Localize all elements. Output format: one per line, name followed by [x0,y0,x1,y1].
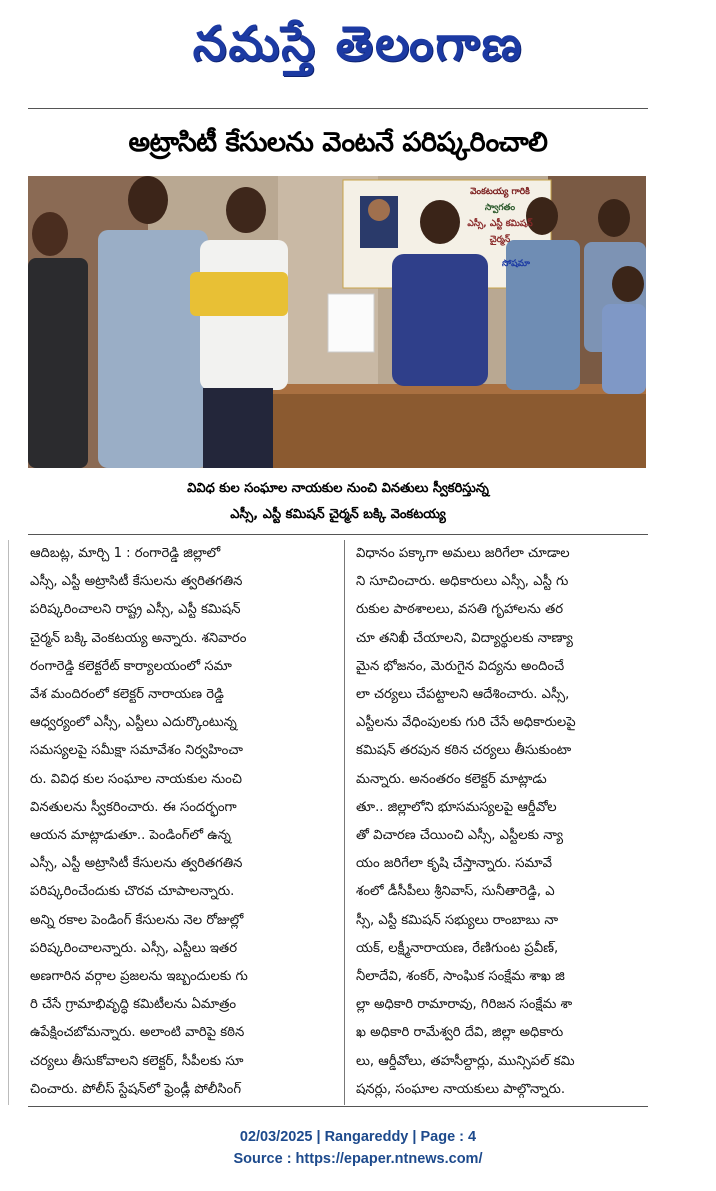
body-line: తో విచారణ చేయించి ఎస్సీ, ఎస్టీలకు న్యా [356,828,564,844]
body-line: సమస్యలపై సమీక్షా సమావేశం నిర్వహించా [30,743,243,759]
bottom-divider [28,1106,648,1107]
article-headline: అట్రాసిటీ కేసులను వెంటనే పరిష్కరించాలి [128,127,548,158]
photo-caption [28,476,648,532]
banner-line-4: చైర్మన్ [489,235,511,245]
body-line: ఎస్టీలను వేధింపులకు గురి చేసే అధికారులపై [356,715,576,731]
caption-divider [28,534,648,535]
body-line: చర్యలు తీసుకోవాలని కలెక్టర్, సీపీలకు సూ [30,1053,244,1069]
body-line: ఎస్సీ, ఎస్టీ అట్రాసిటీ కేసులను త్వరితగతిన [30,856,243,872]
body-line: విధానం పక్కాగా అమలు జరిగేలా చూడాల [356,546,570,561]
body-line: కమిషన్ తరపున కఠిన చర్యలు తీసుకుంటా [356,743,572,759]
body-line: రుకుల పాఠశాలలు, వసతి గృహాలను తర [356,602,564,618]
newspaper-masthead [0,8,716,90]
body-line: చైర్మన్ బక్కి వెంకటయ్య అన్నారు. శనివారం [30,630,247,646]
article-column-left [30,540,334,1105]
body-line: శంలో డీసీపీలు శ్రీనివాస్, సునీతారెడ్డి, ఎ [356,884,555,900]
banner-line-3: ఎస్సీ, ఎస్టీ కమిషన్ [467,219,533,229]
body-line: ఆదిబట్ల, మార్చి 1 : రంగారెడ్డి జిల్లాలో [30,546,221,561]
article-photo [28,176,646,468]
body-line: స్సీ, ఎస్టీ కమిషన్ సభ్యులు రాంబాబు నా [356,912,559,928]
page-edge-line [8,540,9,1105]
body-line: రు. వివిధ కుల సంఘాల నాయకుల నుంచి [30,771,242,787]
body-line: ఆయన మాట్లాడుతూ.. పెండింగ్‌లో ఉన్న [30,828,231,844]
body-line: ఉపేక్షించబోమన్నారు. అలాంటి వారిపై కఠిన [30,1025,245,1041]
body-line: పరిష్కరించాలని రాష్ట్ర ఎస్సీ, ఎస్టీ కమిషన్ [30,602,241,618]
body-line: ఎస్సీ, ఎస్టీ అట్రాసిటీ కేసులను త్వరితగతిన [30,574,243,590]
body-line: షనర్లు, సంఘాల నాయకులు పాల్గొన్నారు. [356,1081,566,1097]
body-line: లా చర్యలు చేపట్టాలని ఆదేశించారు. ఎస్సీ, [356,687,570,703]
body-line: యం జరిగేలా కృషి చేస్తాన్నారు. సమావే [356,856,553,872]
footer-source-link[interactable]: Source : https://epaper.ntnews.com/ [233,1151,483,1167]
body-line: తూ.. జిల్లాలోని భూసమస్యలపై ఆర్డీవోల [356,799,557,815]
body-line: ల్లా అధికారి రామారావు, గిరిజన సంక్షేమ శా [356,997,573,1013]
page-footer [0,1126,716,1170]
caption-line-2: ఎస్సీ, ఎస్టీ కమిషన్ చైర్మన్ బక్కి వెంకటయ్య [230,507,446,522]
caption-line-1: వివిధ కుల సంఘాల నాయకుల నుంచి వినతులు స్వీకరిస్తున్న [187,481,489,496]
body-line: చూ తనిఖీ చేయాలని, విద్యార్థులకు నాణ్యా [356,630,573,646]
footer-date-edition: 02/03/2025 | Rangareddy | Page : 4 [239,1129,477,1145]
top-divider [28,108,648,109]
body-line: వినతులను స్వీకరించారు. ఈ సందర్భంగా [30,799,237,815]
body-line: మన్నారు. అనంతరం కలెక్టర్ మాట్లాడు [356,771,547,787]
masthead-title: నమస్తే తెలంగాణ [192,16,524,72]
body-line: పరిష్కరించాలన్నారు. ఎస్సీ, ఎస్టీలు ఇతర [30,940,238,956]
body-line: అణగారిన వర్గాల ప్రజలను ఇబ్బందులకు గు [30,969,248,985]
banner-line-2: స్వాగతం [484,203,516,213]
body-line: ఖ అధికారి రామేశ్వరి దేవి, జిల్లా అధికారు [356,1025,564,1041]
article-column-right [356,540,648,1105]
body-line: పరిష్కరించేందుకు చొరవ చూపాలన్నారు. [30,884,235,900]
body-line: అన్ని రకాల పెండింగ్ కేసులను నెల రోజుల్లో [30,912,244,928]
body-line: నీలాదేవి, శంకర్, సాంఘిక సంక్షేమ శాఖ జి [356,969,565,985]
column-divider [344,540,345,1105]
banner-line-1: వెంకటయ్య గారికి [470,187,530,197]
body-line: ని సూచించారు. అధికారులు ఎస్సీ, ఎస్టీ గు [356,574,569,590]
body-line: ఆధ్వర్యంలో ఎస్సీ, ఎస్టీలు ఎదుర్కొంటున్న [30,715,237,731]
body-line: వేశ మందిరంలో కలెక్టర్ నారాయణ రెడ్డి [30,687,224,703]
body-line: లు, ఆర్డీవోలు, తహసీల్దార్లు, మున్సిపల్ కమి [356,1053,575,1069]
body-line: మైన భోజనం, మెరుగైన విద్యను అందించే [356,658,565,674]
body-line: చించారు. పోలీస్ స్టేషన్‌లో ఫ్రెండ్లీ పోలీసింగ్ [30,1081,242,1097]
body-line: రి చేసే గ్రామాభివృద్ధి కమిటీలను ఏమాత్రం [30,997,237,1013]
body-line: యక్, లక్ష్మీనారాయణ, రేణిగుంట ప్రవీణ్, [356,940,559,956]
body-line: రంగారెడ్డి కలెక్టరేట్ కార్యాలయంలో సమా [30,658,232,674]
banner-line-5: సోషమా [502,259,530,269]
